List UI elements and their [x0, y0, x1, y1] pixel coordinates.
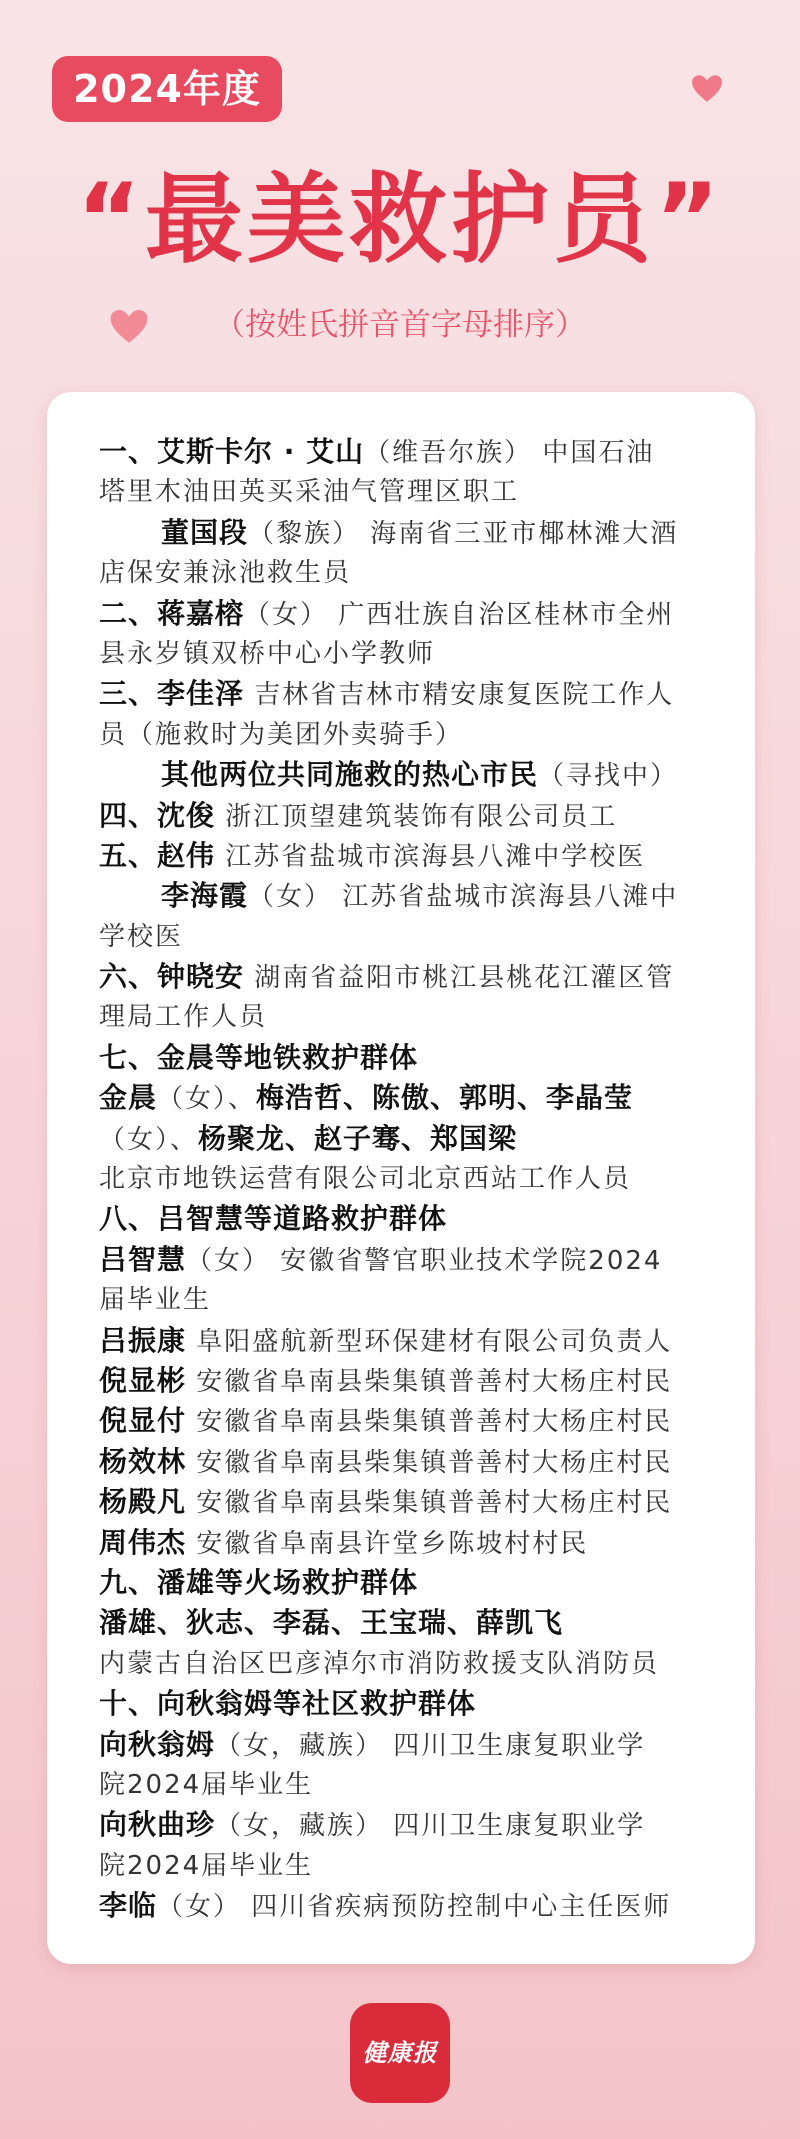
honoree-name: 董国段: [161, 515, 249, 549]
honoree-detail: 江苏省盐城市滨海县八滩中学校医: [215, 841, 646, 872]
honoree-name: 梅浩哲、陈傲、郭明、李晶莹: [256, 1081, 634, 1115]
honoree-name: 李海霞: [161, 879, 249, 913]
honoree-detail: 县永岁镇双桥中心小学教师: [99, 638, 436, 669]
list-line: [99, 1159, 709, 1199]
list-line: [99, 634, 709, 674]
honoree-detail: 安徽省阜南县柴集镇普善村大杨庄村民: [186, 1366, 673, 1397]
list-line: [99, 1805, 709, 1845]
honoree-detail: 塔里木油田英买采油气管理区职工: [99, 477, 520, 508]
honoree-name: 四、沈俊: [99, 798, 216, 832]
honoree-detail: 湖南省益阳市桃江县桃花江灌区管: [244, 963, 675, 994]
logo: 健康报: [350, 2003, 450, 2103]
honoree-detail: 安徽省阜南县柴集镇普善村大杨庄村民: [186, 1407, 673, 1438]
list-line: [99, 432, 709, 472]
honoree-name: 八、吕智慧等道路救护群体: [99, 1202, 448, 1236]
list-line: [99, 594, 709, 634]
honoree-detail: 院2024届毕业生: [99, 1769, 314, 1800]
honoree-name: 周伟杰: [99, 1525, 187, 1559]
list-line: [99, 917, 709, 957]
honoree-name: 潘雄、狄志、李磊、王宝瑞、薛凯飞: [99, 1606, 564, 1640]
content-card: [47, 392, 755, 1964]
honoree-detail: （女）、: [157, 1084, 257, 1115]
honoree-name: 向秋曲珍: [99, 1808, 216, 1842]
honoree-detail: （女，藏族） 四川卫生康复职业学: [215, 1730, 646, 1761]
honoree-list: [99, 432, 709, 1926]
honoree-name: 其他两位共同施救的热心市民: [161, 758, 539, 792]
honoree-detail: 北京市地铁运营有限公司北京西站工作人员: [99, 1164, 632, 1195]
list-line: [99, 1765, 709, 1805]
honoree-name: 李临: [99, 1889, 158, 1923]
page-title: “最美救护员”: [76, 163, 724, 277]
honoree-name: 一、艾斯卡尔 · 艾山: [99, 435, 365, 468]
list-line: [99, 553, 709, 593]
list-line: [99, 1684, 709, 1724]
honoree-name: 倪显彬: [99, 1363, 187, 1397]
list-line: [99, 715, 709, 755]
list-line: [99, 1603, 709, 1643]
honoree-detail: 届毕业生: [99, 1285, 212, 1316]
honoree-detail: （女，藏族） 四川卫生康复职业学: [215, 1811, 646, 1842]
list-line: [99, 1321, 709, 1361]
list-line: [99, 1644, 709, 1684]
honoree-detail: （女） 广西壮族自治区桂林市全州: [244, 599, 675, 630]
list-line: [99, 1119, 709, 1159]
year-badge: 2024年度: [52, 56, 282, 122]
honoree-name: 二、蒋嘉榕: [99, 596, 245, 630]
list-line: [99, 755, 709, 795]
list-line: [99, 1038, 709, 1078]
list-line: [99, 876, 709, 916]
honoree-name: 倪显付: [99, 1404, 187, 1438]
list-line: [99, 1078, 709, 1118]
honoree-detail: （黎族） 海南省三亚市椰林滩大酒: [248, 518, 679, 549]
subtitle: （按姓氏拼音首字母排序）: [214, 307, 586, 343]
honoree-name: 杨效林: [99, 1444, 187, 1478]
honoree-detail: 安徽省阜南县许堂乡陈坡村村民: [186, 1528, 589, 1559]
honoree-detail: 内蒙古自治区巴彦淖尔市消防救援支队消防员: [99, 1648, 660, 1679]
list-line: [99, 796, 709, 836]
honoree-name: 金晨: [99, 1081, 158, 1115]
honoree-name: 六、钟晓安: [99, 960, 245, 994]
honoree-detail: 阜阳盛航新型环保建材有限公司负责人: [186, 1326, 673, 1357]
honoree-detail: 浙江顶望建筑装饰有限公司员工: [215, 801, 618, 832]
list-line: [99, 1886, 709, 1926]
honoree-detail: 院2024届毕业生: [99, 1850, 314, 1881]
honoree-name: 吕智慧: [99, 1242, 187, 1276]
honoree-name: 杨聚龙、赵子骞、郑国梁: [198, 1121, 518, 1155]
honoree-detail: （女） 安徽省警官职业技术学院2024: [186, 1245, 663, 1276]
list-line: [99, 1725, 709, 1765]
honoree-name: 杨殿凡: [99, 1485, 187, 1519]
honoree-name: 三、李佳泽: [99, 677, 245, 711]
list-line: [99, 1846, 709, 1886]
list-line: [99, 1401, 709, 1441]
honoree-detail: （维吾尔族） 中国石油: [364, 438, 655, 468]
honoree-detail: （女） 江苏省盐城市滨海县八滩中: [248, 882, 679, 913]
honoree-name: 五、赵伟: [99, 838, 216, 872]
list-line: [99, 1280, 709, 1320]
honoree-detail: （女）、: [99, 1124, 199, 1155]
list-line: [99, 1442, 709, 1482]
honoree-detail: 吉林省吉林市精安康复医院工作人: [244, 680, 675, 711]
honoree-name: 向秋翁姆: [99, 1727, 216, 1761]
list-line: [99, 1240, 709, 1280]
honoree-detail: 店保安兼泳池救生员: [99, 558, 352, 589]
honoree-name: 七、金晨等地铁救护群体: [99, 1040, 419, 1074]
honoree-detail: （寻找中）: [538, 761, 679, 792]
honoree-name: 九、潘雄等火场救护群体: [99, 1565, 419, 1599]
list-line: [99, 1563, 709, 1603]
list-line: [99, 513, 709, 553]
honoree-name: 吕振康: [99, 1323, 187, 1357]
honoree-detail: 学校医: [99, 921, 184, 952]
list-line: [99, 472, 709, 512]
honoree-detail: 员（施救时为美团外卖骑手）: [99, 719, 464, 750]
list-line: [99, 836, 709, 876]
heart-icon: [690, 72, 724, 106]
list-line: [99, 957, 709, 997]
list-line: [99, 674, 709, 714]
honoree-detail: 安徽省阜南县柴集镇普善村大杨庄村民: [186, 1447, 673, 1478]
honoree-detail: 理局工作人员: [99, 1002, 268, 1033]
honoree-detail: 安徽省阜南县柴集镇普善村大杨庄村民: [186, 1488, 673, 1519]
list-line: [99, 1523, 709, 1563]
honoree-detail: （女） 四川省疾病预防控制中心主任医师: [157, 1892, 672, 1923]
honoree-name: 十、向秋翁姆等社区救护群体: [99, 1687, 477, 1721]
list-line: [99, 1361, 709, 1401]
list-line: [99, 1482, 709, 1522]
list-line: [99, 997, 709, 1037]
list-line: [99, 1199, 709, 1239]
